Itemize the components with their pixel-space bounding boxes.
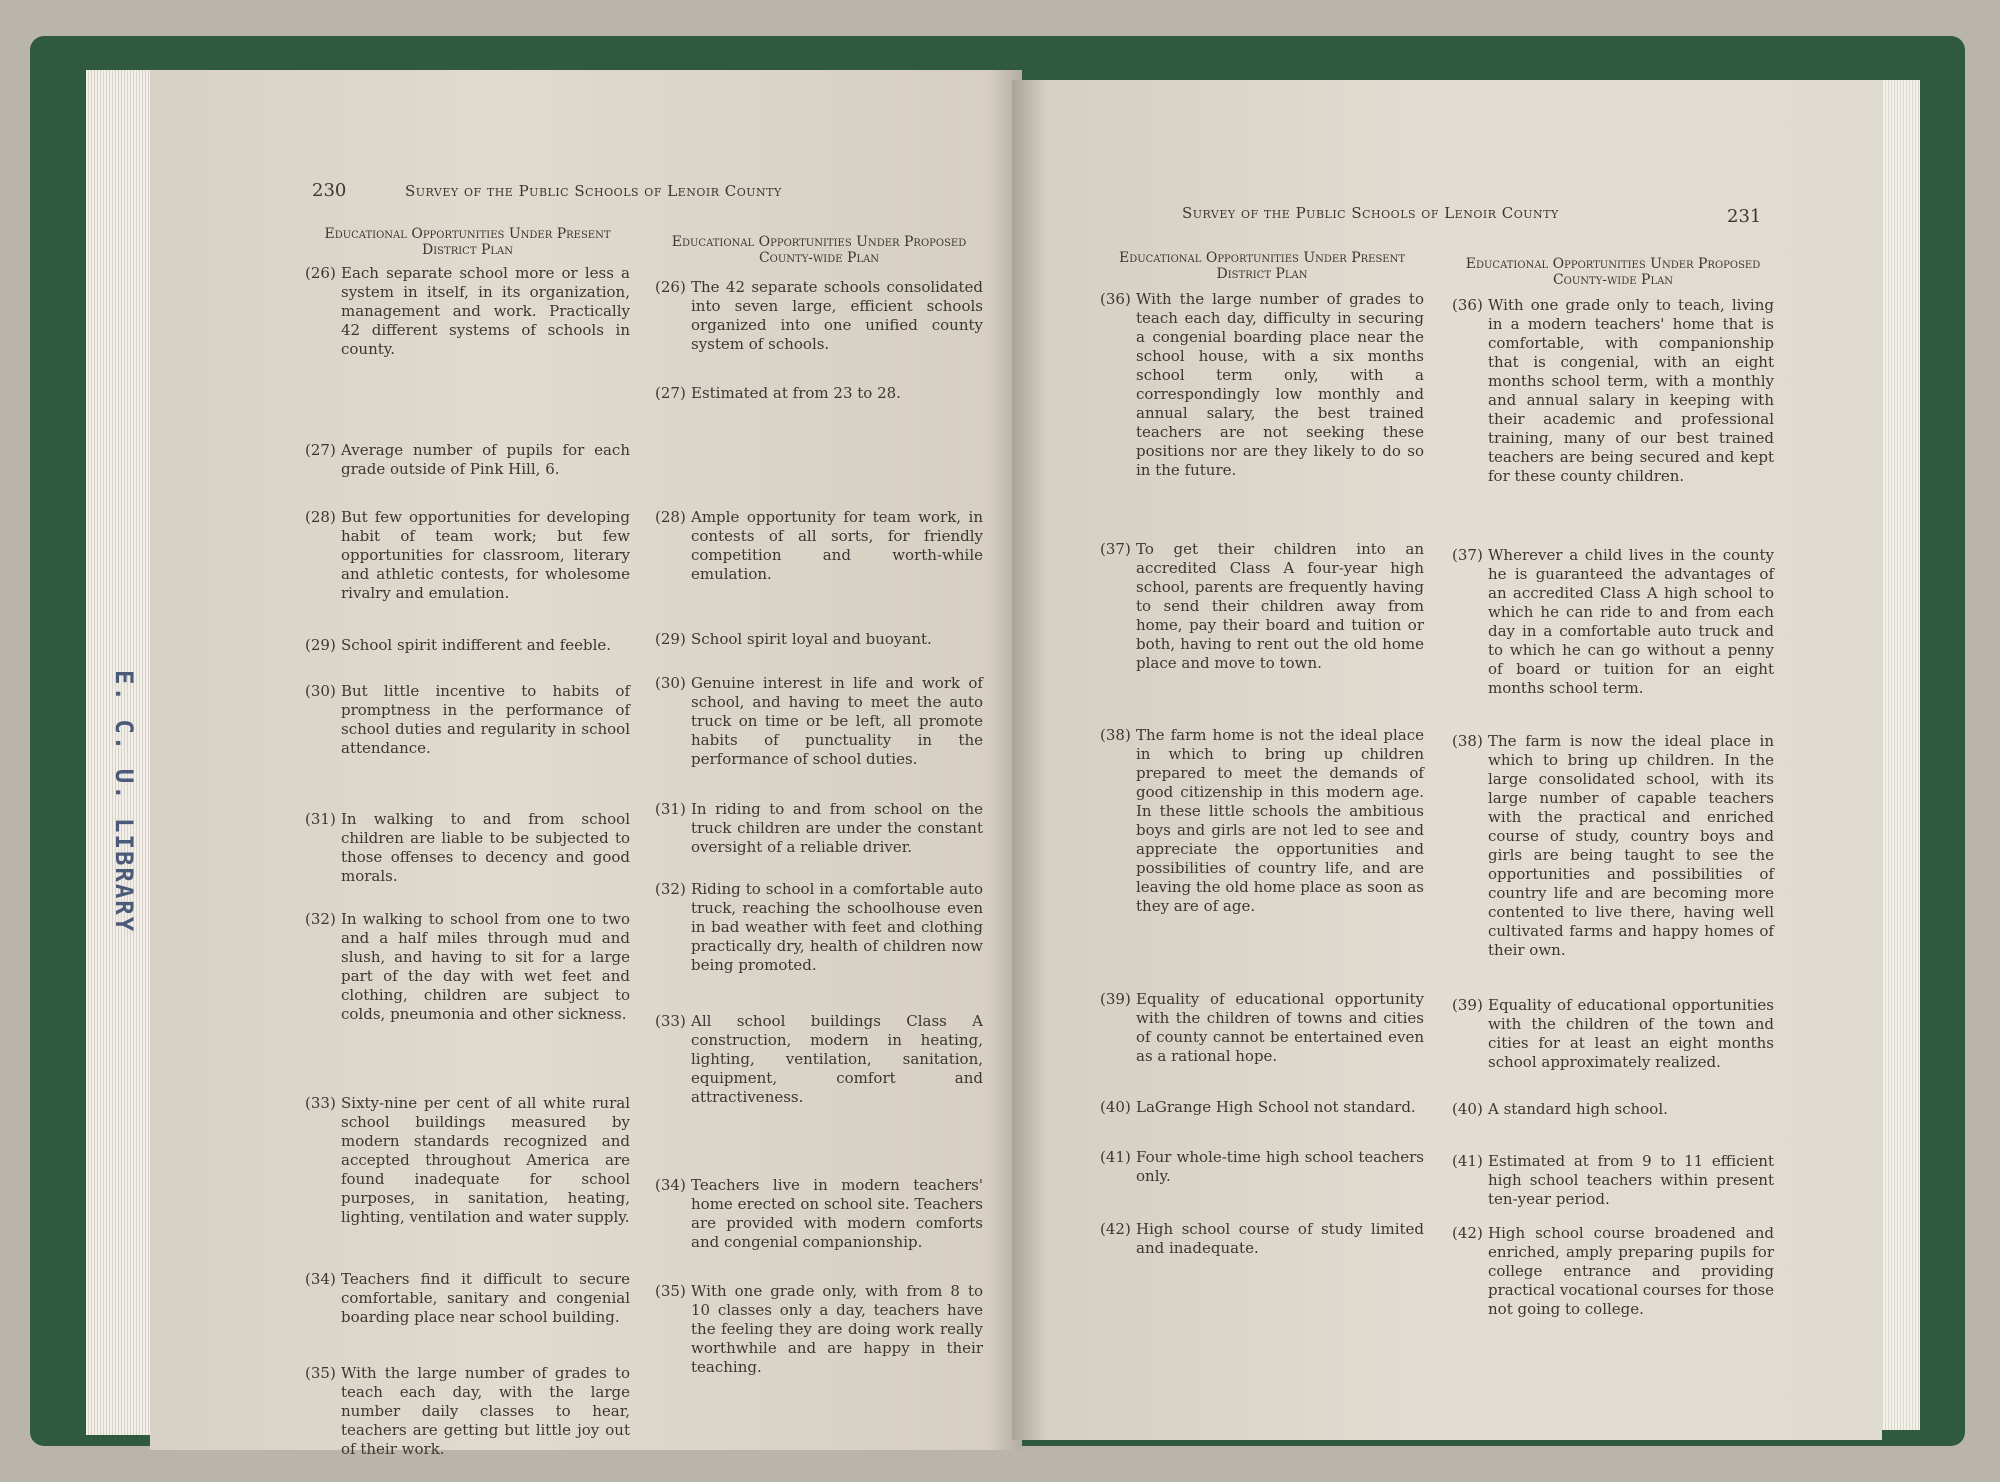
list-item: (26) Each separate school more or less a system in itself, in its organization, management and work. Practically 42 different systems of schools in county. xyxy=(305,264,630,358)
present-plan-column xyxy=(1100,250,1424,1400)
list-item: (39) Equality of educational opportunities with the children of the town and cities for at least an eight months school approximately realized. xyxy=(1452,996,1774,1071)
list-item: (32) In walking to school from one to two and a half miles through mud and slush, and having to sit for a large part of the day with wet feet and clothing, children are subject to colds, pneumonia and other sickness. xyxy=(305,910,630,1023)
list-item: (36) With one grade only to teach, living in a modern teachers' home that is comfortable, with companionship that is congenial, with an eight months school term, with a monthly and annual salary in keeping with their academic and professional training, many of our best trained teachers are being secured and kept for these county children. xyxy=(1452,296,1774,485)
page-edges-right xyxy=(1880,80,1920,1430)
list-item: (40) A standard high school. xyxy=(1452,1100,1668,1118)
list-item: (29) School spirit indifferent and feeble. xyxy=(305,636,612,654)
right-page xyxy=(1012,80,1882,1440)
list-item: (39) Equality of educational opportunity with the children of towns and cities of county cannot be entertained even as a rational hope. xyxy=(1100,990,1424,1065)
proposed-plan-column xyxy=(1452,256,1774,1406)
list-item: (32) Riding to school in a comfortable auto truck, reaching the schoolhouse even in bad weather with feet and clothing practically dry, health of children now being promoted. xyxy=(655,880,983,974)
list-item: (31) In walking to and from school children are liable to be subjected to those offenses to decency and good morals. xyxy=(305,810,630,885)
column-heading: Educational Opportunities Under Proposed County-wide Plan xyxy=(1465,256,1761,288)
page-number: 231 xyxy=(1727,206,1762,227)
list-item: (42) High school course broadened and enriched, amply preparing pupils for college entrance and providing practical vocational courses for those not going to college. xyxy=(1452,1224,1774,1318)
page-number: 230 xyxy=(312,180,347,201)
list-item: (30) Genuine interest in life and work of school, and having to meet the auto truck on time or be left, all promote habits of punctuality in the performance of school duties. xyxy=(655,674,983,768)
list-item: (27) Estimated at from 23 to 28. xyxy=(655,384,901,402)
list-item: (26) The 42 separate schools consolidated into seven large, efficient schools organized into one unified county system of schools. xyxy=(655,278,983,353)
list-item: (35) With one grade only, with from 8 to 10 classes only a day, teachers have the feeling they are doing work really worthwhile and are happy in their teaching. xyxy=(655,1282,983,1376)
list-item: (33) Sixty-nine per cent of all white rural school buildings measured by modern standards recognized and accepted throughout America are found inadequate for school purposes, in sanitation, heating, lighting, ventilation and water supply. xyxy=(305,1094,630,1226)
list-item: (34) Teachers find it difficult to secure comfortable, sanitary and congenial boarding place near school building. xyxy=(305,1270,630,1326)
list-item: (33) All school buildings Class A construction, modern in heating, lighting, ventilation, sanitation, equipment, comfort and attractiveness. xyxy=(655,1012,983,1106)
list-item: (30) But little incentive to habits of promptness in the performance of school duties and regularity in school attendance. xyxy=(305,682,630,757)
list-item: (37) Wherever a child lives in the county he is guaranteed the advantages of an accredited Class A high school to which he can ride to and from each day in a comfortable auto truck and to which he can go without a penny of board or tuition for an eight months school term. xyxy=(1452,546,1774,697)
list-item: (40) LaGrange High School not standard. xyxy=(1100,1098,1416,1116)
list-item: (38) The farm home is not the ideal place in which to bring up children prepared to meet the demands of good citizenship in this modern age. In these little schools the ambitious boys and girls are not led to see and appreciate the opportunities and possibilities of country life, and are leaving the old home place as soon as they are of age. xyxy=(1100,726,1424,915)
list-item: (41) Estimated at from 9 to 11 efficient high school teachers within present ten-year period. xyxy=(1452,1152,1774,1208)
list-item: (35) With the large number of grades to teach each day, with the large number daily classes to hear, teachers are getting but little joy out of their work. xyxy=(305,1364,630,1458)
list-item: (28) But few opportunities for developing habit of team work; but few opportunities for classroom, literary and athletic contests, for wholesome rivalry and emulation. xyxy=(305,508,630,602)
list-item: (29) School spirit loyal and buoyant. xyxy=(655,630,932,648)
proposed-plan-column xyxy=(655,234,983,1434)
column-heading: Educational Opportunities Under Present District Plan xyxy=(1118,250,1406,282)
present-plan-column xyxy=(305,226,630,1458)
list-item: (31) In riding to and from school on the truck children are under the constant oversight of a reliable driver. xyxy=(655,800,983,856)
column-heading: Educational Opportunities Under Proposed County-wide Plan xyxy=(671,234,967,266)
library-stamp: E. C. U. LIBRARY xyxy=(110,670,138,934)
list-item: (34) Teachers live in modern teachers' home erected on school site. Teachers are provided with modern comforts and congenial companionship. xyxy=(655,1176,983,1251)
running-head: Survey of the Public Schools of Lenoir County xyxy=(405,182,782,200)
left-page xyxy=(150,70,1022,1458)
list-item: (41) Four whole-time high school teachers only. xyxy=(1100,1148,1424,1185)
list-item: (28) Ample opportunity for team work, in contests of all sorts, for friendly competition and worth-while emulation. xyxy=(655,508,983,583)
running-head: Survey of the Public Schools of Lenoir County xyxy=(1182,204,1559,222)
list-item: (27) Average number of pupils for each grade outside of Pink Hill, 6. xyxy=(305,441,630,478)
column-heading: Educational Opportunities Under Present District Plan xyxy=(324,226,611,258)
list-item: (42) High school course of study limited and inadequate. xyxy=(1100,1220,1424,1257)
list-item: (37) To get their children into an accredited Class A four-year high school, parents are frequently having to send their children away from home, pay their board and tuition or both, having to rent out the old home place and move to town. xyxy=(1100,540,1424,672)
list-item: (36) With the large number of grades to teach each day, difficulty in securing a congenial boarding place near the school house, with a six months school term only, with a correspondingly low monthly and annual salary, the best trained teachers are not seeking these positions nor are they likely to do so in the future. xyxy=(1100,290,1424,479)
list-item: (38) The farm is now the ideal place in which to bring up children. In the large consolidated school, with its large number of capable teachers with the practical and enriched course of study, country boys and girls are being taught to see the opportunities and possibilities of country life and are becoming more contented to live there, having well cultivated farms and happy homes of their own. xyxy=(1452,732,1774,959)
